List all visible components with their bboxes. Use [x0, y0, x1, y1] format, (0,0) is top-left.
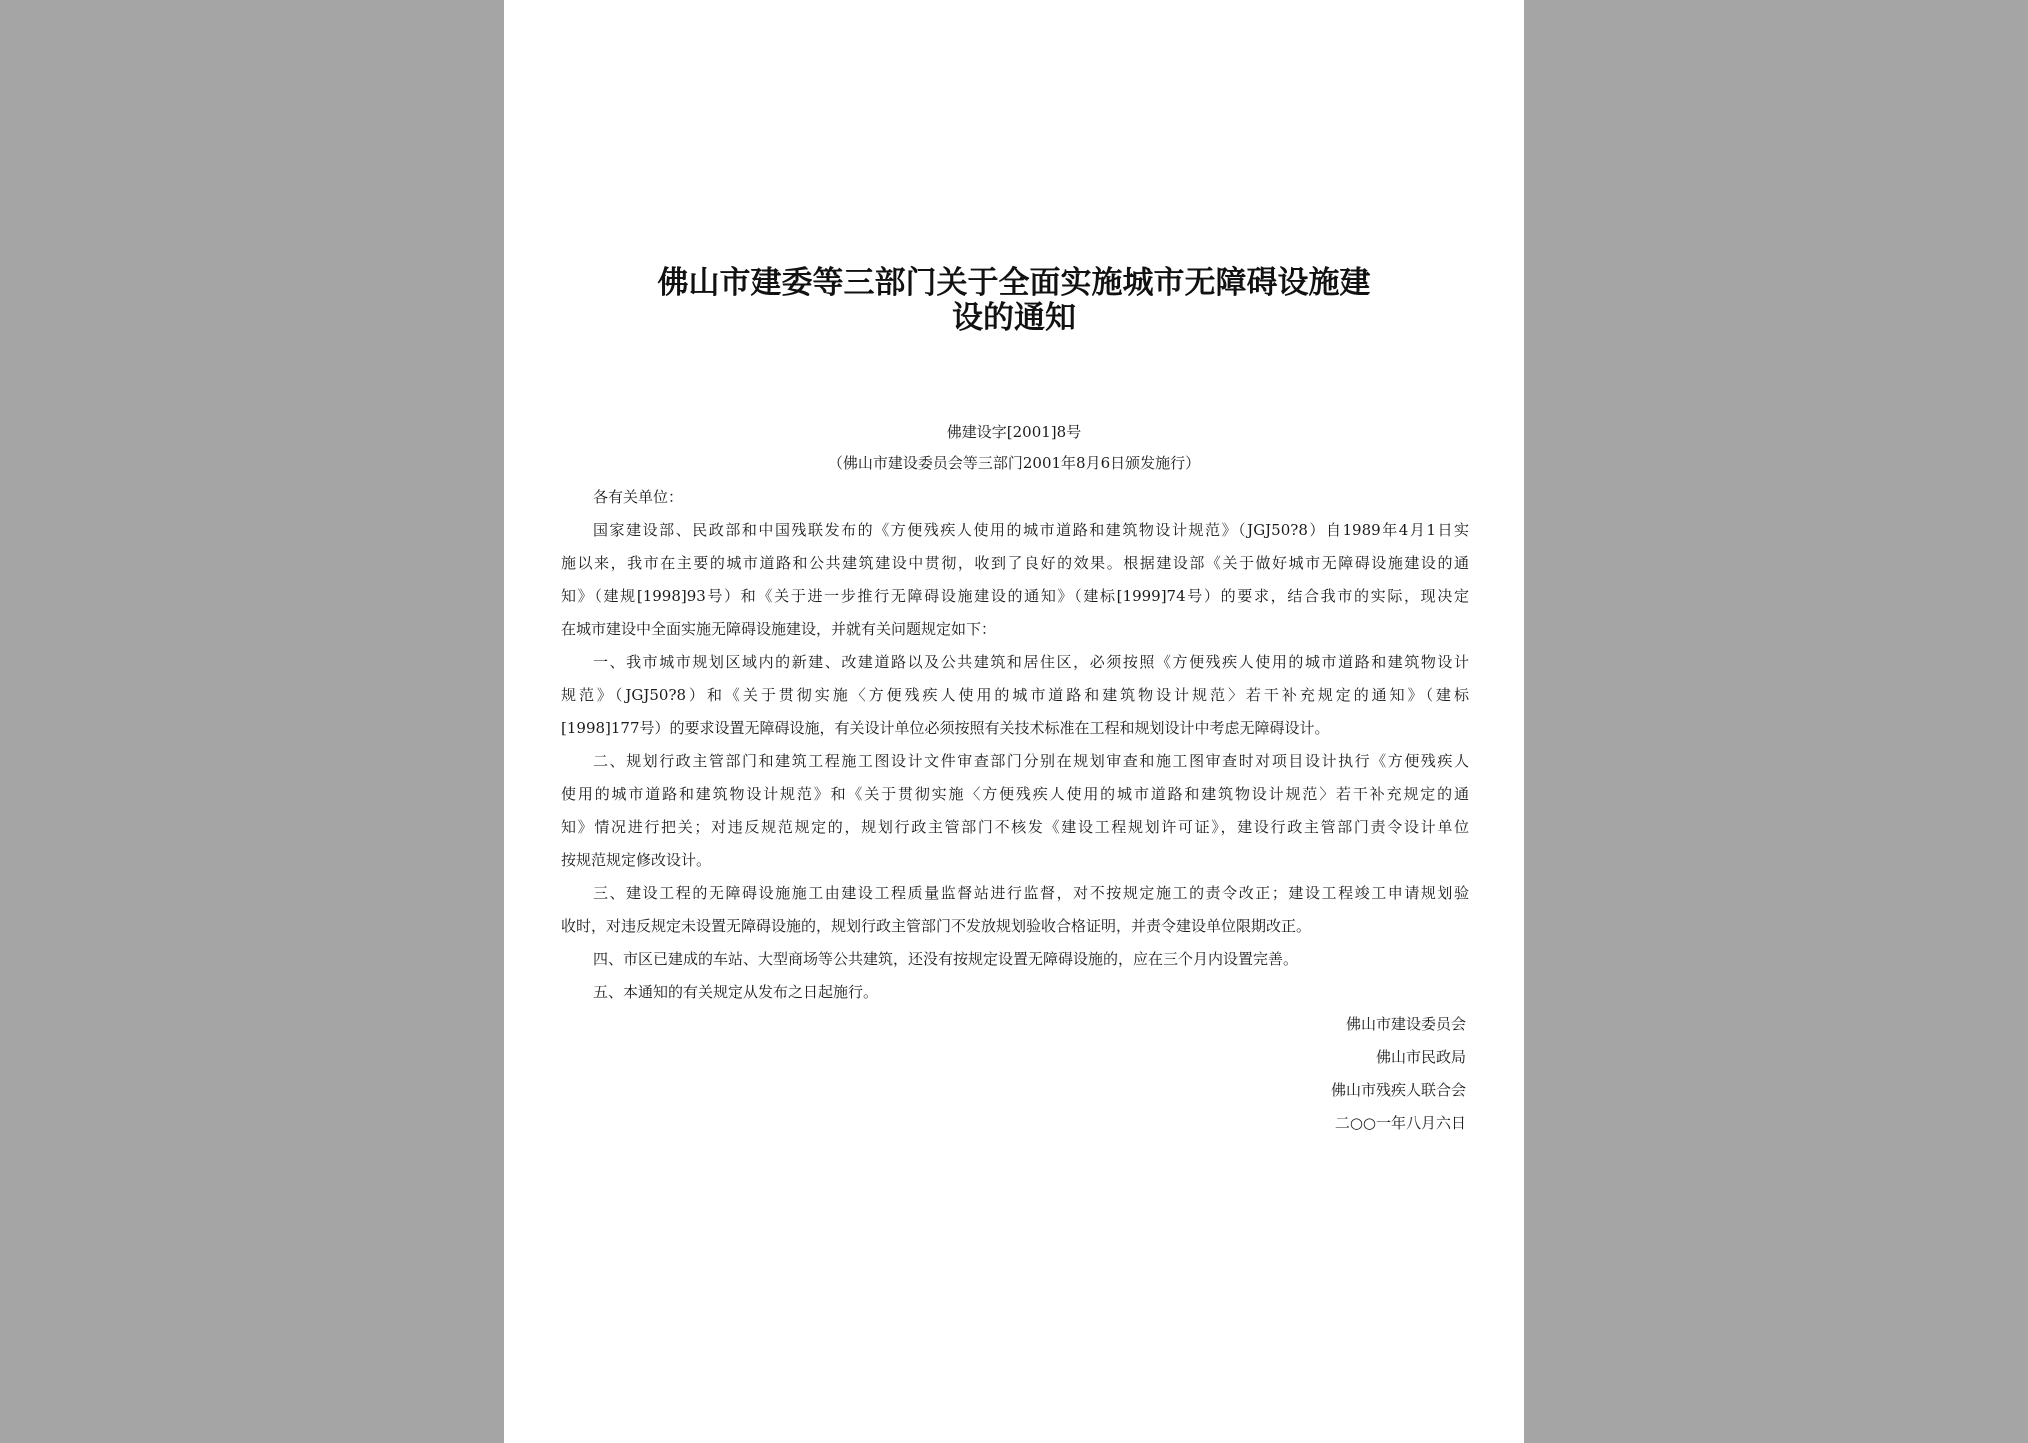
- body-line: 一、我市城市规划区域内的新建、改建道路以及公共建筑和居住区，必须按照《方便残疾人使用的城市道路和建筑物设计: [593, 653, 1469, 671]
- signatory: 佛山市民政局: [1375, 1048, 1466, 1066]
- document-number: 佛建设字[2001]8号: [946, 423, 1082, 441]
- document-title-line-1: 佛山市建委等三部门关于全面实施城市无障碍设施建: [657, 265, 1371, 301]
- body-line: 在城市建设中全面实施无障碍设施建设，并就有关问题规定如下：: [561, 620, 997, 638]
- body-line: 国家建设部、民政部和中国残联发布的《方便残疾人使用的城市道路和建筑物设计规范》（JGJ50?8）自1989年4月1日实: [593, 521, 1469, 539]
- salutation: 各有关单位：: [593, 488, 684, 506]
- signatory: 佛山市建设委员会: [1345, 1015, 1466, 1033]
- body-line: 使用的城市道路和建筑物设计规范》和《关于贯彻实施〈方便残疾人使用的城市道路和建筑物设计规范〉若干补充规定的通: [561, 785, 1469, 803]
- body-line: 按规范规定修改设计。: [561, 851, 712, 869]
- body-line: 知》情况进行把关；对违反规范规定的，规划行政主管部门不核发《建设工程规划许可证》，建设行政主管部门责令设计单位: [561, 818, 1469, 836]
- body-line: 二、规划行政主管部门和建筑工程施工图设计文件审查部门分别在规划审查和施工图审查时对项目设计执行《方便残疾人: [593, 752, 1469, 770]
- document-title-line-2: 设的通知: [952, 300, 1076, 336]
- body-line: 收时，对违反规定未设置无障碍设施的，规划行政主管部门不发放规划验收合格证明，并责令建设单位限期改正。: [561, 917, 1312, 935]
- body-line: 规范》（JGJ50?8）和《关于贯彻实施〈方便残疾人使用的城市道路和建筑物设计规范〉若干补充规定的通知》（建标: [561, 686, 1469, 704]
- body-line: [1998]177号）的要求设置无障碍设施，有关设计单位必须按照有关技术标准在工程和规划设计中考虑无障碍设计。: [561, 719, 1330, 737]
- body-line: 三、建设工程的无障碍设施施工由建设工程质量监督站进行监督，对不按规定施工的责令改正；建设工程竣工申请规划验: [593, 884, 1469, 902]
- body-line: 施以来，我市在主要的城市道路和公共建筑建设中贯彻，收到了良好的效果。根据建设部《关于做好城市无障碍设施建设的通: [561, 554, 1469, 572]
- body-line: 四、市区已建成的车站、大型商场等公共建筑，还没有按规定设置无障碍设施的，应在三个月内设置完善。: [593, 950, 1299, 968]
- document-page: [504, 0, 1524, 1443]
- body-line: 知》（建规[1998]93号）和《关于进一步推行无障碍设施建设的通知》（建标[1999]74号）的要求，结合我市的实际，现决定: [561, 587, 1469, 605]
- signatory: 佛山市残疾人联合会: [1330, 1081, 1466, 1099]
- issuance-note: （佛山市建设委员会等三部门2001年8月6日颁发施行）: [827, 454, 1201, 472]
- signature-date: 二○○一年八月六日: [1334, 1114, 1466, 1132]
- body-line: 五、本通知的有关规定从发布之日起施行。: [593, 983, 879, 1001]
